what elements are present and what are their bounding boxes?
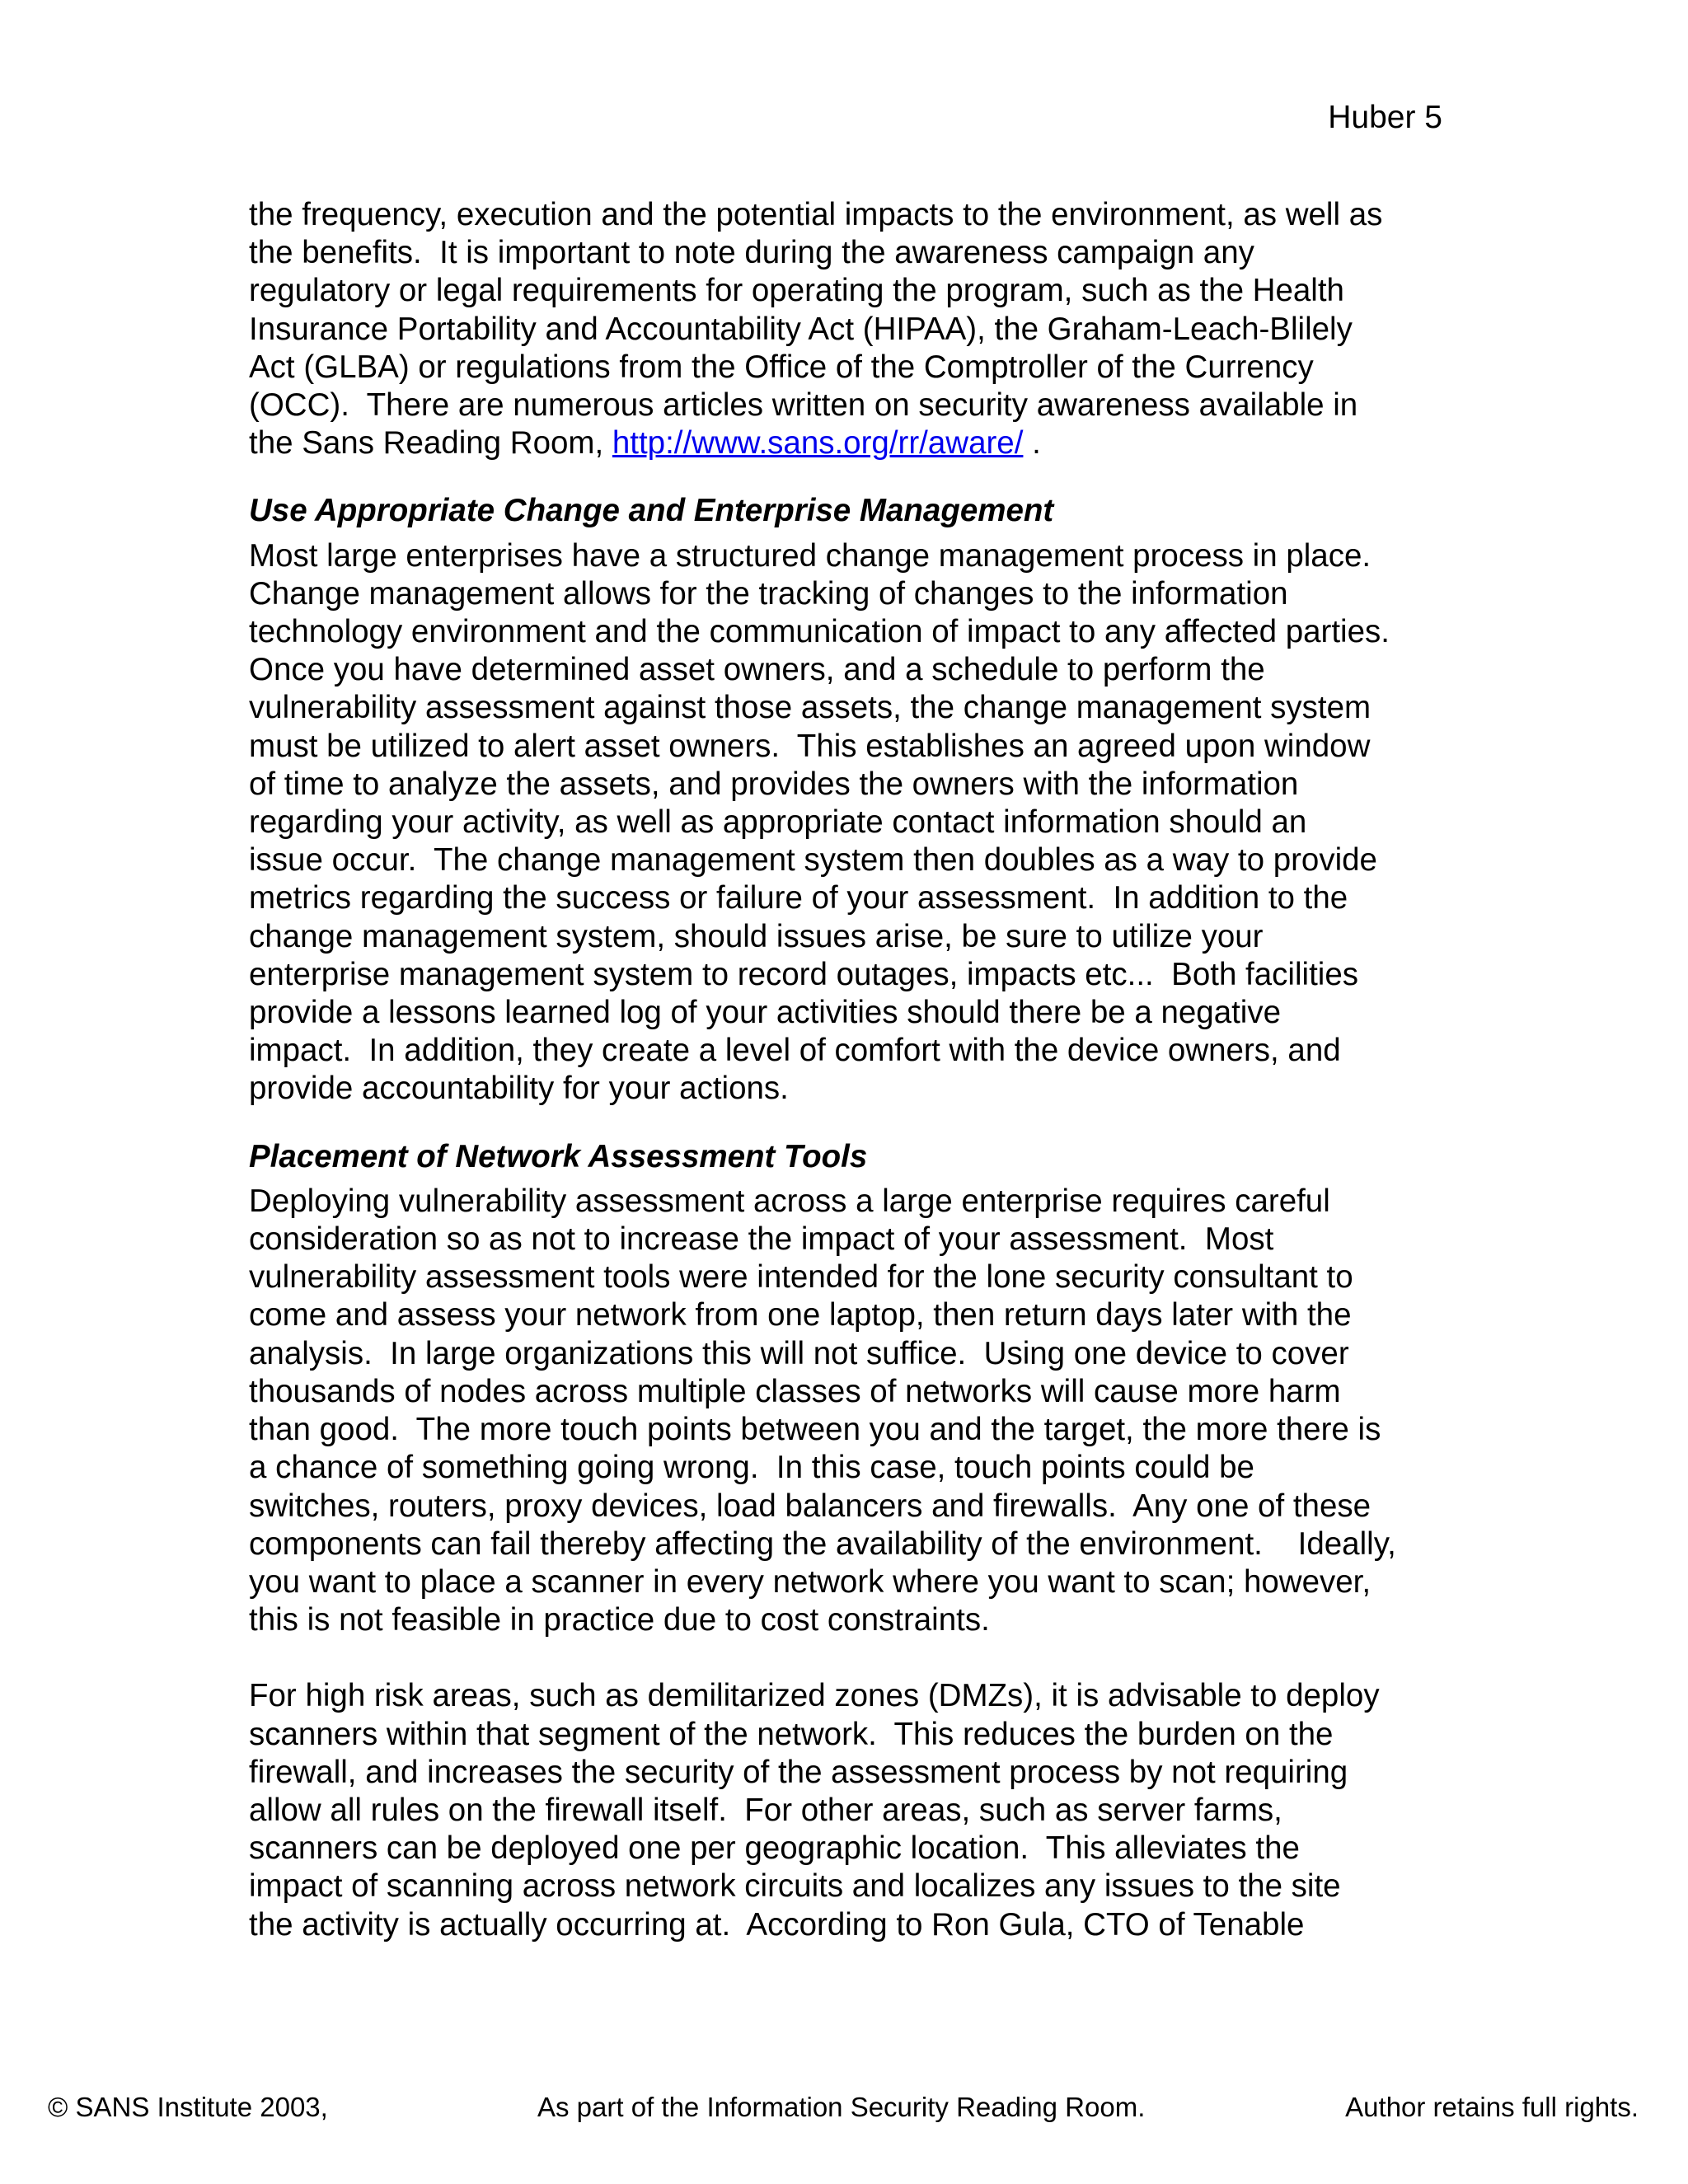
paragraph-line: the benefits. It is important to note during the awareness campaign any — [249, 235, 1254, 271]
footer-reading-room: As part of the Information Security Reading Room. — [537, 2092, 1146, 2122]
intro-paragraph — [249, 196, 1452, 462]
paragraph-line: you want to place a scanner in every network where you want to scan; however, — [249, 1563, 1372, 1600]
paragraph-line: scanners can be deployed one per geographic location. This alleviates the — [249, 1830, 1300, 1867]
footer-rights: Author retains full rights. — [1345, 2092, 1639, 2122]
paragraph-line: change management system, should issues arise, be sure to utilize your — [249, 918, 1264, 954]
paragraph-line: impact. In addition, they create a level of comfort with the device owners, and — [249, 1033, 1341, 1069]
paragraph-line: issue occur. The change management system then doubles as a way to provide — [249, 842, 1377, 879]
paragraph-line: than good. The more touch points between you and the target, the more there is — [249, 1412, 1381, 1448]
paragraph-line: Deploying vulnerability assessment across a large enterprise requires careful — [249, 1183, 1330, 1219]
link-prefix-text: the Sans Reading Room, — [249, 425, 612, 462]
paragraph-spacer — [249, 1639, 1452, 1677]
paragraph-line: Change management allows for the tracking of changes to the information — [249, 575, 1288, 612]
paragraph-line: come and assess your network from one laptop, then return days later with the — [249, 1297, 1352, 1333]
paragraph-line: vulnerability assessment against those assets, the change management system — [249, 690, 1372, 726]
section-heading-placement-tools: Placement of Network Assessment Tools — [249, 1138, 868, 1174]
paragraph-line: of time to analyze the assets, and provides the owners with the information — [249, 766, 1299, 802]
paragraph-line: switches, routers, proxy devices, load balancers and firewalls. Any one of these — [249, 1488, 1372, 1524]
sans-reading-room-link[interactable]: http://www.sans.org/rr/aware/ — [612, 425, 1024, 462]
document-body — [249, 196, 1452, 1944]
paragraph-line: metrics regarding the success or failure of your assessment. In addition to the — [249, 880, 1348, 916]
paragraph-line: For high risk areas, such as demilitarized zones (DMZs), it is advisable to deploy — [249, 1678, 1380, 1714]
paragraph-line: Most large enterprises have a structured change management process in place. — [249, 537, 1372, 574]
paragraph-line: the frequency, execution and the potential impacts to the environment, as well as — [249, 197, 1383, 232]
paragraph-line: thousands of nodes across multiple classes of networks will cause more harm — [249, 1373, 1341, 1409]
paragraph-line: vulnerability assessment tools were intended for the lone security consultant to — [249, 1259, 1353, 1296]
link-suffix-text: . — [1023, 425, 1041, 462]
page-number: Huber 5 — [1328, 100, 1442, 135]
paragraph-line: components can fail thereby affecting the availability of the environment. Ideally, — [249, 1526, 1396, 1562]
paragraph-line: Act (GLBA) or regulations from the Office of the Comptroller of the Currency — [249, 349, 1314, 385]
paragraph-line: firewall, and increases the security of the assessment process by not requiring — [249, 1754, 1348, 1790]
paragraph-line: enterprise management system to record outages, impacts etc... Both facilities — [249, 956, 1358, 992]
paragraph-line: the activity is actually occurring at. According to Ron Gula, CTO of Tenable — [249, 1906, 1305, 1943]
placement-paragraph-2 — [249, 1677, 1452, 1943]
change-management-paragraph — [249, 537, 1452, 1108]
paragraph-line: must be utilized to alert asset owners. This establishes an agreed upon window — [249, 728, 1371, 764]
paragraph-line: provide accountability for your actions. — [249, 1071, 789, 1107]
paragraph-line-with-link — [249, 424, 1452, 462]
paragraph-line: consideration so as not to increase the impact of your assessment. Most — [249, 1221, 1274, 1258]
paragraph-line: a chance of something going wrong. In this case, touch points could be — [249, 1450, 1254, 1486]
paragraph-line: this is not feasible in practice due to cost constraints. — [249, 1602, 990, 1638]
page-footer — [0, 2087, 1688, 2128]
footer-copyright: © SANS Institute 2003, — [48, 2092, 328, 2122]
paragraph-line: (OCC). There are numerous articles written on security awareness available in — [249, 387, 1358, 424]
paragraph-line: Insurance Portability and Accountability Act (HIPAA), the Graham-Leach-Blilely — [249, 311, 1353, 347]
paragraph-line: provide a lessons learned log of your activities should there be a negative — [249, 995, 1282, 1031]
paragraph-line: allow all rules on the firewall itself. For other areas, such as server farms, — [249, 1792, 1282, 1828]
paragraph-line: analysis. In large organizations this will not suffice. Using one device to cover — [249, 1335, 1349, 1371]
paragraph-line: Once you have determined asset owners, and a schedule to perform the — [249, 652, 1265, 688]
paragraph-line: technology environment and the communication of impact to any affected parties. — [249, 614, 1390, 650]
paragraph-line: regulatory or legal requirements for operating the program, such as the Health — [249, 273, 1344, 309]
paragraph-line: impact of scanning across network circuits and localizes any issues to the site — [249, 1868, 1341, 1905]
placement-paragraph-1 — [249, 1183, 1452, 1639]
paragraph-line: scanners within that segment of the network. This reduces the burden on the — [249, 1716, 1334, 1752]
paragraph-line: regarding your activity, as well as appropriate contact information should an — [249, 804, 1307, 841]
section-heading-change-management: Use Appropriate Change and Enterprise Management — [249, 493, 1054, 529]
